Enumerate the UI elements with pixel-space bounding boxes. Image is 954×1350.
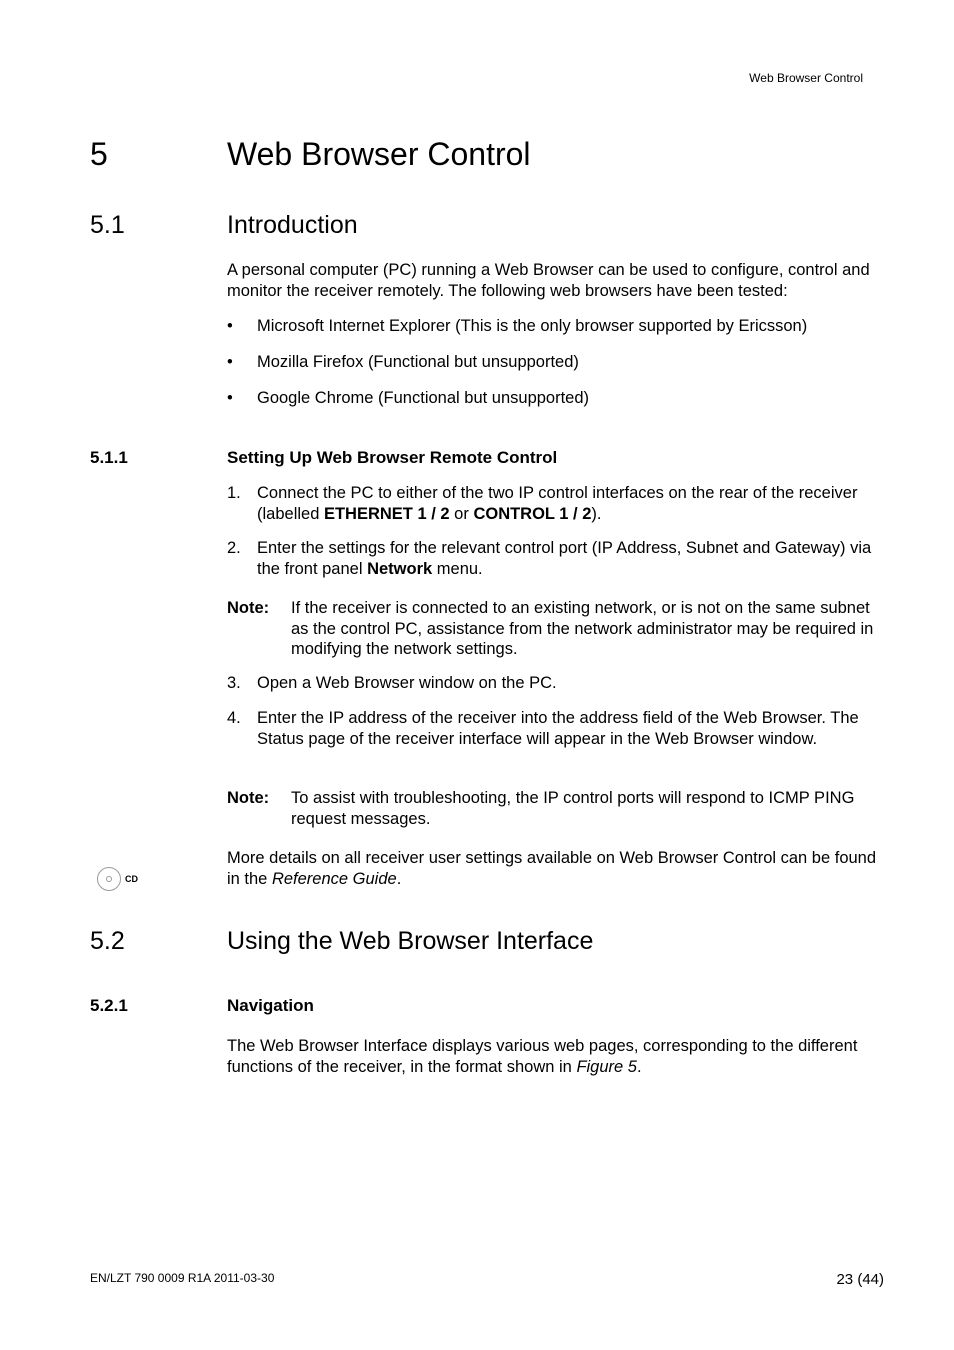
section-title-introduction: Introduction (227, 211, 358, 239)
reference-guide-ref: Reference Guide (271, 869, 397, 888)
running-header: Web Browser Control (749, 71, 863, 85)
page-number: 23 (44) (836, 1271, 884, 1288)
section-number-5-1: 5.1 (90, 211, 125, 239)
note-network (227, 598, 887, 660)
step-text: Connect the PC to either of the two IP control interfaces on the rear of the receiver (labelled ETHERNET 1 / 2 or CONTROL 1 / 2). (257, 484, 858, 523)
cd-label: CD (125, 874, 138, 884)
step-item-3 (227, 673, 887, 694)
step-item-2 (227, 538, 887, 580)
note-label: Note: (227, 599, 270, 617)
step-item-4 (227, 708, 887, 770)
bullet-symbol: • (227, 353, 233, 371)
more-details-paragraph: More details on all receiver user settings available on Web Browser Control can be found in the Reference Guide. (227, 849, 877, 888)
bullet-text: Microsoft Internet Explorer (This is the only browser supported by Ericsson) (257, 317, 808, 335)
intro-paragraph: A personal computer (PC) running a Web Browser can be used to configure, control and monitor the receiver remotely. The following web browsers have been tested: (227, 261, 870, 300)
step-text: Enter the IP address of the receiver into the address field of the Web Browser. The Status page of the receiver interface will appear in the Web Browser window. (257, 709, 859, 748)
bullet-item (227, 352, 887, 373)
navigation-paragraph: The Web Browser Interface displays various web pages, corresponding to the different functions of the receiver, in the format shown in Figure 5. (227, 1037, 858, 1076)
bullet-item (227, 388, 887, 409)
step-number: 1. (227, 484, 241, 502)
note-text: If the receiver is connected to an existing network, or is not on the same subnet as the control PC, assistance from the network administrator may be required in modifying the network settings. (291, 599, 874, 658)
figure-ref: Figure 5 (576, 1057, 637, 1076)
chapter-title: Web Browser Control (227, 136, 531, 172)
subsection-number-5-2-1: 5.2.1 (90, 996, 128, 1015)
label-network: Network (367, 559, 433, 578)
section-title-using-interface: Using the Web Browser Interface (227, 927, 594, 955)
step-number: 2. (227, 539, 241, 557)
label-control: CONTROL 1 / 2 (473, 504, 592, 523)
note-label: Note: (227, 789, 270, 807)
note-ping (227, 788, 887, 830)
bullet-item (227, 316, 887, 337)
cd-icon (97, 867, 121, 891)
bullet-symbol: • (227, 389, 233, 407)
step-number: 3. (227, 674, 241, 692)
note-text: To assist with troubleshooting, the IP control ports will respond to ICMP PING request messages. (291, 789, 855, 828)
bullet-text: Google Chrome (Functional but unsupported) (257, 389, 590, 407)
subsection-title-navigation: Navigation (227, 996, 314, 1015)
subsection-number-5-1-1: 5.1.1 (90, 448, 128, 467)
section-number-5-2: 5.2 (90, 927, 125, 955)
step-text: Open a Web Browser window on the PC. (257, 674, 557, 692)
cd-hole (106, 876, 112, 882)
bullet-symbol: • (227, 317, 233, 335)
chapter-number: 5 (90, 136, 108, 172)
step-text: Enter the settings for the relevant control port (IP Address, Subnet and Gateway) via the front panel Network menu. (257, 539, 872, 578)
doc-date: 2011-03-30 (213, 1271, 275, 1285)
bullet-text: Mozilla Firefox (Functional but unsupported) (257, 353, 579, 371)
footer-doc-id (90, 1271, 274, 1285)
doc-id: EN/LZT 790 0009 R1A (90, 1271, 211, 1285)
label-ethernet: ETHERNET 1 / 2 (323, 504, 450, 523)
subsection-title-setup: Setting Up Web Browser Remote Control (227, 448, 558, 467)
step-item-1 (227, 483, 887, 525)
step-number: 4. (227, 709, 241, 727)
